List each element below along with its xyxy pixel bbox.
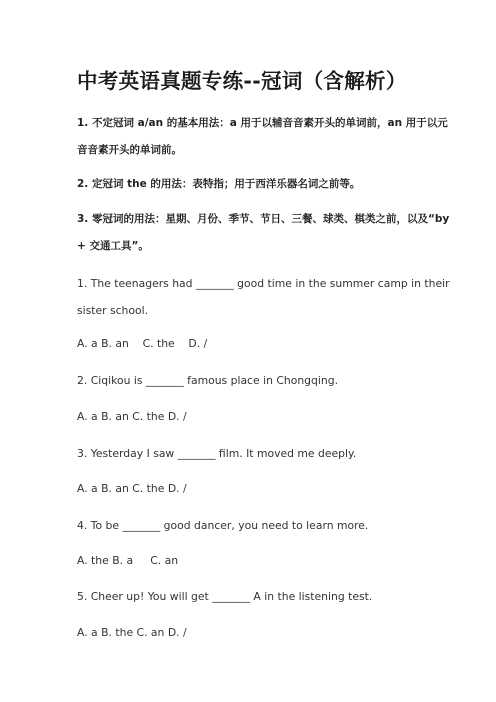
question-line: 2. Ciqikou is _______ famous place in Chongqing.: [77, 374, 339, 387]
question-4: [77, 512, 422, 539]
rule-line: 2. 定冠词 the 的用法：表特指；用于西洋乐器名词之前等。: [77, 178, 361, 190]
question-1-options: A. a B. an C. the D. /: [77, 337, 208, 350]
question-5: [77, 583, 422, 610]
question-5-options: A. a B. the C. an D. /: [77, 626, 187, 639]
question-3: [77, 440, 422, 467]
question-2-options: A. a B. an C. the D. /: [77, 410, 187, 423]
question-line: 4. To be _______ good dancer, you need to learn more.: [77, 519, 369, 532]
rule-line: 3. 零冠词的用法：星期、月份、季节、节日、三餐、球类、棋类之前，以及“by: [77, 213, 450, 225]
question-line: 5. Cheer up! You will get _______ A in the listening test.: [77, 590, 373, 603]
question-line: 3. Yesterday I saw _______ film. It moved me deeply.: [77, 447, 357, 460]
rule-line: 音音素开头的单词前。: [77, 144, 182, 156]
page-title: 中考英语真题专练--冠词（含解析）: [77, 69, 407, 93]
rule-definite-article: [77, 171, 422, 198]
question-line: sister school.: [77, 304, 149, 317]
rule-zero-article: [77, 206, 450, 260]
question-1: [77, 270, 450, 324]
question-2: [77, 367, 422, 394]
question-4-options: A. the B. a C. an: [77, 554, 179, 567]
rule-indefinite-article: [77, 110, 448, 164]
question-line: 1. The teenagers had _______ good time in the summer camp in their: [77, 277, 450, 290]
rule-line: 1. 不定冠词 a/an 的基本用法：a 用于以辅音音素开头的单词前，an 用于以元: [77, 117, 448, 129]
rule-line: + 交通工具”。: [77, 240, 149, 252]
question-3-options: A. a B. an C. the D. /: [77, 482, 187, 495]
